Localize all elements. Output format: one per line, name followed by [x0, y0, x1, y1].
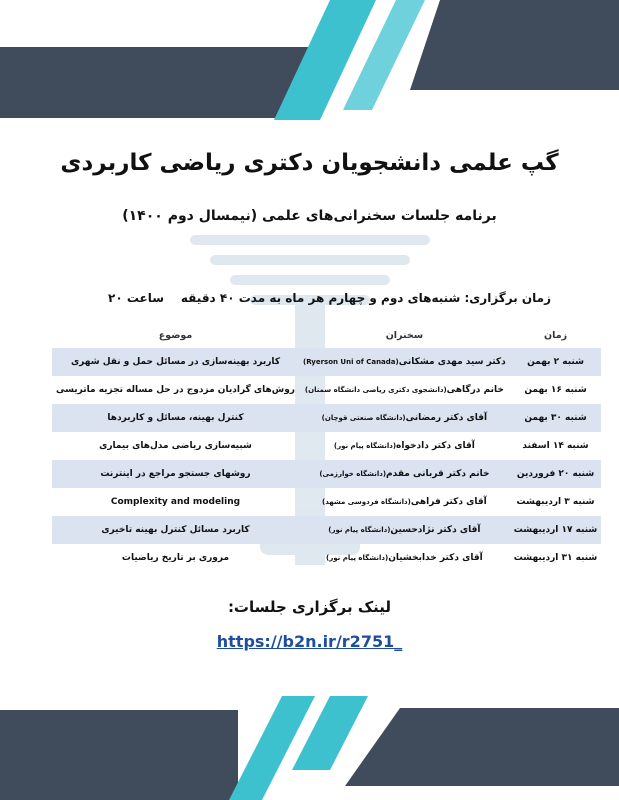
table-row — [52, 460, 601, 488]
row-date: شنبه ۳ اردیبهشت — [516, 497, 595, 507]
speaker-name: خانم دکتر قربانی مقدم — [386, 469, 490, 479]
page-title: گپ علمی دانشجویان دکتری ریاضی کاربردی — [60, 150, 559, 176]
row-topic: شبیه‌سازی ریاضی مدل‌های بیماری — [99, 441, 252, 451]
row-date: شنبه ۱۴ اسفند — [522, 441, 589, 451]
header-speaker: سخنران — [385, 329, 424, 341]
row-speaker — [299, 348, 510, 376]
top-decoration — [0, 0, 619, 120]
row-date: شنبه ۲۰ فروردین — [510, 460, 602, 488]
table-row — [52, 488, 601, 516]
header-date: زمان — [544, 329, 568, 341]
table-row — [52, 404, 601, 432]
row-topic: روش‌های گرادیان مزدوج در حل مساله تجزیه ماتریسی — [56, 385, 295, 395]
sessions-table — [52, 322, 601, 572]
meeting-link[interactable]: https://b2n.ir/r2751_ — [216, 632, 403, 651]
speaker-affiliation: (دانشگاه صنعتی قوچان) — [321, 414, 406, 422]
row-speaker — [299, 460, 510, 488]
row-date: شنبه ۱۷ اردیبهشت — [510, 516, 602, 544]
speaker-name: خانم درگاهی — [446, 385, 504, 395]
speaker-affiliation: (دانشگاه خوارزمی) — [319, 470, 387, 478]
row-topic: کاربرد مسائل کنترل بهینه تاخیری — [52, 516, 299, 544]
row-topic: Complexity and modeling — [110, 497, 241, 507]
row-speaker — [299, 432, 510, 460]
row-topic: روشهای جستجو مراجع در اینترنت — [52, 460, 299, 488]
speaker-affiliation: (دانشجوی دکتری ریاضی دانشگاه سمنان) — [304, 386, 447, 394]
bottom-decoration — [0, 696, 619, 800]
speaker-affiliation: (دانشگاه پیام نور) — [328, 526, 391, 534]
table-row — [52, 544, 601, 572]
speaker-name: آقای دکتر نژادحسین — [390, 525, 481, 535]
row-topic: کنترل بهینه، مسائل و کاربردها — [52, 404, 299, 432]
speaker-affiliation: (دانشگاه پیام نور) — [333, 442, 397, 450]
row-date: شنبه ۱۶ بهمن — [524, 385, 587, 395]
row-speaker — [299, 516, 510, 544]
row-speaker — [299, 404, 510, 432]
speaker-affiliation: (دانشگاه فردوسی مشهد) — [322, 498, 411, 506]
row-speaker — [299, 544, 510, 572]
row-date: شنبه ۳۱ اردیبهشت — [513, 553, 598, 563]
row-date: شنبه ۳۰ بهمن — [510, 404, 602, 432]
speaker-affiliation: (Ryerson Uni of Canada) — [302, 358, 399, 366]
speaker-name: آقای دکتر رمضانی — [405, 413, 488, 423]
table-row — [52, 376, 601, 404]
header-topic: موضوع — [158, 329, 193, 341]
schedule-text: زمان برگزاری: شنبه‌های دوم و چهارم هر ماه به مدت ۴۰ دقیقه — [180, 291, 551, 305]
speaker-affiliation: (دانشگاه پیام نور) — [326, 554, 389, 562]
table-row — [52, 348, 601, 376]
row-speaker — [299, 376, 510, 404]
speaker-name: دکتر سید مهدی مشکانی — [398, 357, 506, 367]
row-topic: مروری بر تاریخ ریاضیات — [121, 553, 230, 563]
speaker-name: آقای دکتر خدابخشیان — [388, 553, 483, 563]
schedule-hour: ساعت ۲۰ — [108, 291, 165, 305]
row-speaker — [299, 488, 510, 516]
table-row — [52, 516, 601, 544]
page-subtitle: برنامه جلسات سخنرانی‌های علمی (نیمسال دوم ۱۴۰۰) — [122, 208, 497, 224]
meeting-link-label: لینک برگزاری جلسات: — [227, 598, 392, 616]
table-row — [52, 432, 601, 460]
table-header-row — [52, 322, 601, 348]
row-date: شنبه ۲ بهمن — [510, 348, 602, 376]
speaker-name: آقای دکتر فراهی — [410, 497, 487, 507]
row-topic: کاربرد بهینه‌سازی در مسائل حمل و نقل شهری — [52, 348, 299, 376]
speaker-name: آقای دکتر دادخواه — [396, 441, 475, 451]
